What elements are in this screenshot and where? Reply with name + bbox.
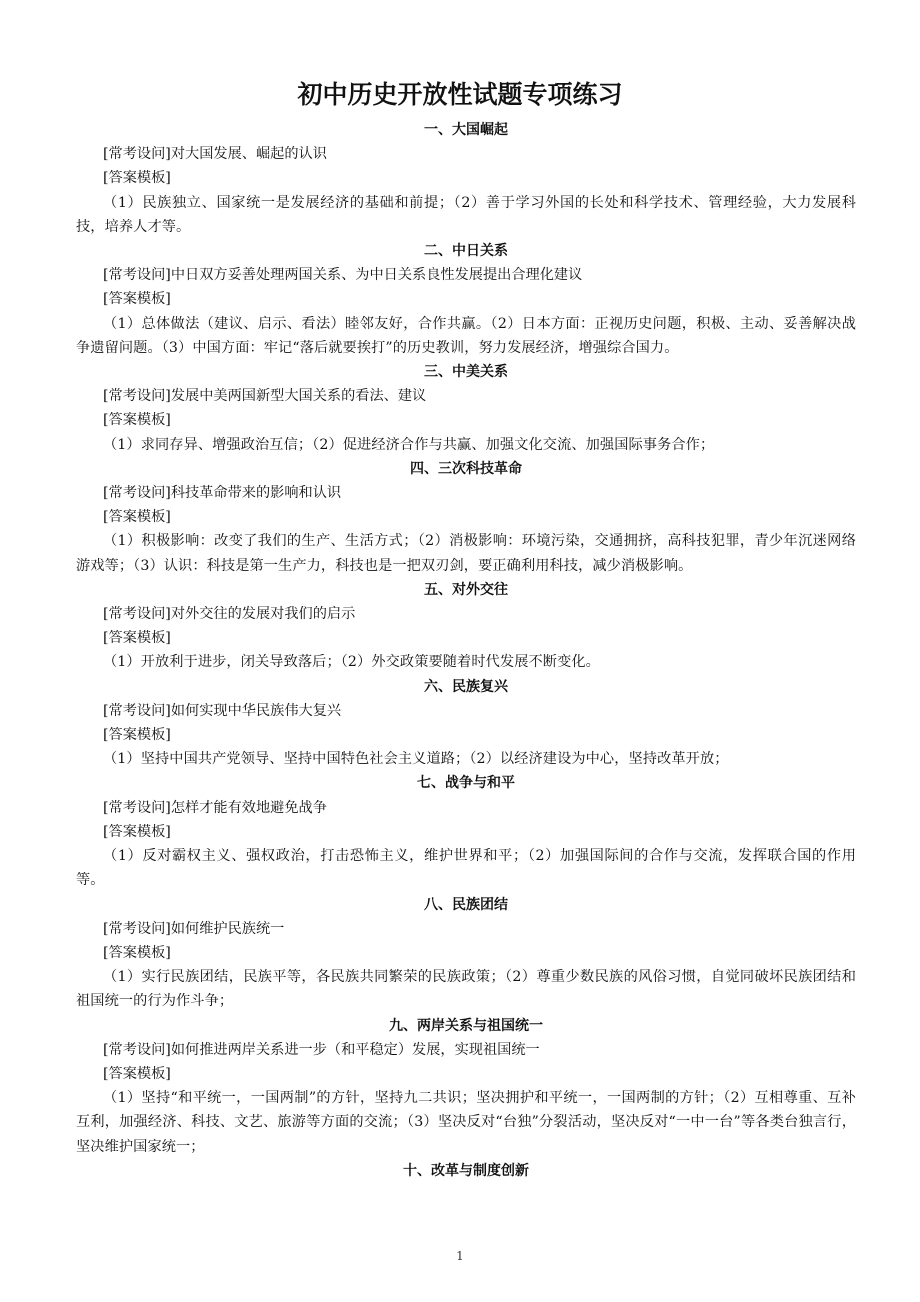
question-prompt: [常考设问]对大国发展、崛起的认识 xyxy=(103,146,327,163)
answer-text: （1）坚持“和平统一，一国两制”的方针，坚持九二共识；坚决拥护和平统一，一国两制的方针；（2）互相尊重、互补互利，加强经济、科技、文艺、旅游等方面的交流；（3）坚决反对“台独”分裂活动，坚决反对“一中一台”等各类台独言行，坚决维护国家统一； xyxy=(76,1090,856,1155)
document-body xyxy=(76,118,856,1183)
section-ethnic-unity xyxy=(76,893,856,1014)
section-rising-powers xyxy=(76,118,856,239)
answer-template-label: [答案模板] xyxy=(103,291,171,308)
question-prompt: [常考设问]科技革命带来的影响和认识 xyxy=(103,485,342,502)
answer-template-label: [答案模板] xyxy=(103,823,171,840)
answer-text: （1）开放利于进步，闭关导致落后；（2）外交政策要随着时代发展不断变化。 xyxy=(103,654,600,671)
section-national-rejuvenation xyxy=(76,675,856,772)
answer-template-label: [答案模板] xyxy=(103,630,171,647)
section-china-japan-relations xyxy=(76,239,856,360)
section-heading: 十、改革与制度创新 xyxy=(403,1162,529,1179)
section-foreign-exchange xyxy=(76,578,856,675)
section-china-us-relations xyxy=(76,360,856,457)
answer-template-label: [答案模板] xyxy=(103,170,171,187)
answer-template-label: [答案模板] xyxy=(103,509,171,526)
answer-text: （1）总体做法（建议、启示、看法）睦邻友好，合作共赢。（2）日本方面：正视历史问题，积极、主动、妥善解决战争遗留问题。（3）中国方面：牢记“落后就要挨打”的历史教训，努力发展经济，增强综合国力。 xyxy=(76,315,856,356)
question-prompt: [常考设问]中日双方妥善处理两国关系、为中日关系良性发展提出合理化建议 xyxy=(103,267,583,284)
section-heading: 一、大国崛起 xyxy=(424,122,508,138)
answer-template-label: [答案模板] xyxy=(103,944,171,961)
question-prompt: [常考设问]发展中美两国新型大国关系的看法、建议 xyxy=(103,388,427,405)
section-heading: 八、民族团结 xyxy=(424,896,508,913)
question-prompt: [常考设问]怎样才能有效地避免战争 xyxy=(103,799,327,816)
document-title: 初中历史开放性试题专项练习 xyxy=(297,80,623,109)
question-prompt: [常考设问]如何实现中华民族伟大复兴 xyxy=(103,702,342,719)
section-heading: 九、两岸关系与祖国统一 xyxy=(389,1017,543,1034)
section-heading: 七、战争与和平 xyxy=(417,775,515,792)
section-tech-revolutions xyxy=(76,457,856,578)
section-heading: 三、中美关系 xyxy=(424,364,508,381)
answer-text: （1）实行民族团结，民族平等，各民族共同繁荣的民族政策；（2）尊重少数民族的风俗习惯，自觉同破坏民族团结和祖国统一的行为作斗争； xyxy=(76,969,856,1010)
section-war-and-peace xyxy=(76,771,856,892)
section-reform-and-innovation xyxy=(76,1159,856,1183)
answer-template-label: [答案模板] xyxy=(103,727,171,744)
answer-text: （1）民族独立、国家统一是发展经济的基础和前提；（2）善于学习外国的长处和科学技术、管理经验，大力发展科技，培养人才等。 xyxy=(76,194,856,235)
answer-text: （1）反对霸权主义、强权政治，打击恐怖主义，维护世界和平；（2）加强国际间的合作与交流，发挥联合国的作用等。 xyxy=(76,848,856,889)
section-heading: 五、对外交往 xyxy=(424,581,508,598)
answer-template-label: [答案模板] xyxy=(103,1065,171,1082)
section-heading: 六、民族复兴 xyxy=(424,678,508,695)
answer-text: （1）求同存异、增强政治互信；（2）促进经济合作与共赢、加强文化交流、加强国际事务合作； xyxy=(103,436,715,453)
answer-text: （1）积极影响：改变了我们的生产、生活方式；（2）消极影响：环境污染，交通拥挤，高科技犯罪，青少年沉迷网络游戏等；（3）认识：科技是第一生产力，科技也是一把双刃剑，要正确利用科技，减少消极影响。 xyxy=(76,533,856,574)
section-heading: 二、中日关系 xyxy=(424,243,508,260)
question-prompt: [常考设问]对外交往的发展对我们的启示 xyxy=(103,606,356,623)
section-heading: 四、三次科技革命 xyxy=(410,460,522,477)
question-prompt: [常考设问]如何维护民族统一 xyxy=(103,920,285,937)
page-number: 1 xyxy=(456,1249,464,1263)
answer-template-label: [答案模板] xyxy=(103,412,171,429)
answer-text: （1）坚持中国共产党领导、坚持中国特色社会主义道路；（2）以经济建设为中心，坚持改革开放； xyxy=(103,751,729,768)
question-prompt: [常考设问]如何推进两岸关系进一步（和平稳定）发展，实现祖国统一 xyxy=(103,1041,540,1058)
section-cross-strait-relations xyxy=(76,1014,856,1159)
